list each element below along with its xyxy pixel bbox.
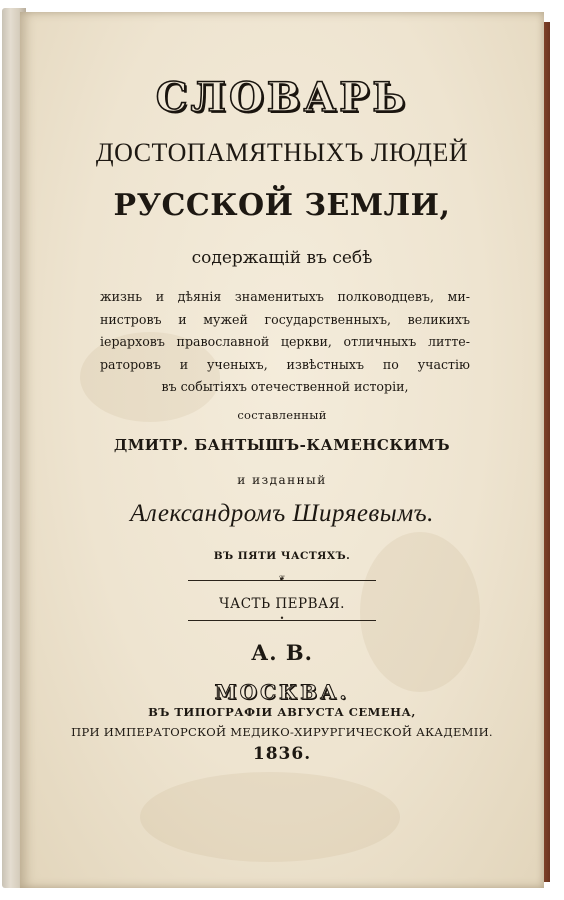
parts-count: ВЪ ПЯТИ ЧАСТЯХЪ.	[213, 550, 351, 562]
book-title-line-3: РУССКОЙ ЗЕМЛИ,	[113, 188, 451, 223]
publisher-name: Александромъ Ширяевымъ.	[130, 500, 434, 527]
compiled-label: составленный	[237, 408, 327, 422]
printer-line: ВЪ ТИПОГРАФІИ АВГУСТА СЕМЕНА,	[148, 705, 416, 719]
paper-stain	[140, 772, 400, 862]
rule-dot-icon: •	[279, 614, 285, 623]
book-title-line-2: ДОСТОПАМЯТНЫХЪ ЛЮДЕЙ	[95, 138, 469, 167]
letters-range: А. В.	[251, 640, 313, 665]
publication-year: 1836.	[252, 744, 312, 764]
description-paragraph	[100, 286, 470, 399]
description-line: раторовъ и ученыхъ, извѣстныхъ по участію	[100, 356, 470, 372]
rule-ornament-icon: ❦	[278, 574, 286, 583]
subtitle: содержащій въ себѣ	[191, 248, 373, 268]
published-label: и изданный	[237, 473, 327, 487]
volume-label: ЧАСТЬ ПЕРВАЯ.	[219, 596, 345, 612]
description-line: въ событіяхъ отечественной исторіи,	[161, 379, 409, 394]
description-line: жизнь и дѣянія знаменитыхъ полководцевъ, ми-	[100, 289, 470, 304]
city-name: МОСКВА.	[214, 680, 350, 704]
description-line: нистровъ и мужей государственныхъ, великихъ	[100, 311, 470, 327]
book-title: СЛОВАРЬ	[155, 74, 409, 121]
author-name: ДМИТР. БАНТЫШЪ-КАМЕНСКИМЪ	[113, 436, 451, 454]
description-line: іерарховъ православной церкви, отличныхъ литте-	[100, 334, 470, 349]
academy-line: ПРИ ИМПЕРАТОРСКОЙ МЕДИКО-ХИРУРГИЧЕСКОЙ АКАДЕМІИ.	[71, 725, 493, 739]
